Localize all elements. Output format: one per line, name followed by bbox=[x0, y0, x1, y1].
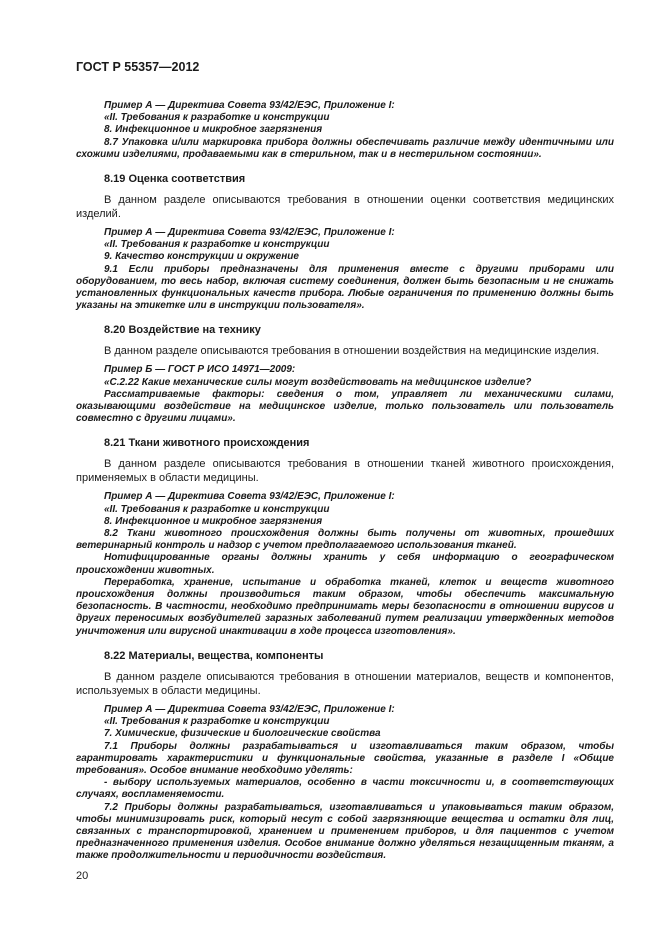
section-8-19 bbox=[76, 173, 614, 312]
section-body: В данном разделе описываются требования в отношении материалов, веществ и компонентов, используемых в области медицины. bbox=[76, 670, 614, 697]
section-title: 8.22 Материалы, вещества, компоненты bbox=[104, 649, 324, 662]
example-line: - выбору используемых материалов, особенно в части токсичности и, в соответствующих случаях, воспламеняемости. bbox=[76, 777, 614, 801]
example-line: «II. Требования к разработке и конструкции bbox=[104, 503, 330, 515]
example-line: 8. Инфекционное и микробное загрязнения bbox=[104, 124, 323, 136]
example-line: «II. Требования к разработке и конструкции bbox=[104, 716, 330, 728]
example-line: Пример А — Директива Совета 93/42/ЕЭС, Приложение I: bbox=[104, 227, 395, 239]
section-8-22 bbox=[76, 650, 614, 863]
example-block bbox=[76, 364, 614, 425]
example-line: Переработка, хранение, испытание и обработка тканей, клеток и веществ животного происхождения должны производиться таким образом, чтобы обеспечить максимальную безопасность. В частности, необходимо предпринимать меры безопасности в отношении вирусов и других переносимых возбудителей заразных заболеваний путем реализации утвержденных методов уничтожения или вирусной инактивации в ходе процесса изготовления». bbox=[76, 576, 614, 637]
example-line: «II. Требования к разработке и конструкции bbox=[104, 112, 330, 124]
section-8-21 bbox=[76, 437, 614, 637]
example-line: Пример А — Директива Совета 93/42/ЕЭС, Приложение I: bbox=[104, 491, 395, 503]
example-line: 7.1 Приборы должны разрабатываться и изготавливаться таким образом, чтобы гарантировать характеристики и функциональные свойства, указанные в разделе I «Общие требования». Особое внимание необходимо уделять: bbox=[76, 740, 614, 776]
page-number: 20 bbox=[76, 870, 89, 882]
example-line: 9.1 Если приборы предназначены для применения вместе с другими приборами или оборудованием, то весь набор, включая систему соединения, должен быть безопасным и не снижать установленных функциональных качеств прибора. Любые ограничения по применению должны быть указаны на этикетке или в инструкции пользователя». bbox=[76, 263, 614, 312]
example-line: 8.2 Ткани животного происхождения должны быть получены от животных, прошедших ветеринарный контроль и надзор с учетом предполагаемого использования тканей. bbox=[76, 528, 614, 552]
example-block bbox=[76, 227, 614, 312]
page-header: ГОСТ Р 55357—2012 bbox=[76, 60, 200, 74]
example-line: Пример А — Директива Совета 93/42/ЕЭС, Приложение I: bbox=[104, 703, 395, 715]
example-line: 8. Инфекционное и микробное загрязнения bbox=[104, 515, 323, 527]
section-8-20 bbox=[76, 324, 614, 425]
section-body: В данном разделе описываются требования в отношении тканей животного происхождения, применяемых в области медицины. bbox=[76, 458, 614, 485]
example-block bbox=[76, 491, 614, 637]
section-body: В данном разделе описываются требования в отношении воздействия на медицинские изделия. bbox=[104, 345, 600, 358]
example-line: Рассматриваемые факторы: сведения о том, управляет ли механическими силами, оказывающими воздействие на медицинское изделие, только пользователь или пользователь совместно с другими лицами». bbox=[76, 388, 614, 425]
example-line: 7. Химические, физические и биологические свойства bbox=[104, 728, 381, 740]
example-line: Пример Б — ГОСТ Р ИСО 14971—2009: bbox=[104, 364, 296, 376]
example-line: 8.7 Упаковка и/или маркировка прибора должны обеспечивать различие между идентичными или схожими изделиями, продаваемыми как в стерильном, так и в нестерильном состоянии». bbox=[76, 136, 614, 160]
section-body: В данном разделе описываются требования в отношении оценки соответствия медицинских изделий. bbox=[76, 194, 614, 221]
example-line: «II. Требования к разработке и конструкции bbox=[104, 239, 330, 251]
example-line: «С.2.22 Какие механические силы могут воздействовать на медицинское изделие? bbox=[104, 376, 532, 388]
example-line: Нотифицированные органы должны хранить у себя информацию о географическом происхождении животных. bbox=[76, 552, 614, 576]
section-title: 8.20 Воздействие на технику bbox=[104, 324, 261, 337]
section-title: 8.21 Ткани животного происхождения bbox=[104, 437, 310, 450]
example-line: 9. Качество конструкции и окружение bbox=[104, 251, 299, 263]
example-line: Пример А — Директива Совета 93/42/ЕЭС, Приложение I: bbox=[104, 100, 395, 111]
section-title: 8.19 Оценка соответствия bbox=[104, 173, 246, 186]
top-example-block bbox=[76, 100, 614, 161]
example-line: 7.2 Приборы должны разрабатываться, изготавливаться и упаковываться таким образом, чтобы минимизировать риск, который несут с собой загрязняющие вещества и остатки для лиц, связанных с транспортировкой, хранением и применением приборов, и для пациентов с учетом предназначенного применения изделия. Особое внимание должно уделяться незащищенным тканям, а также продолжительности и периодичности воздействия. bbox=[76, 801, 614, 862]
example-block bbox=[76, 704, 614, 863]
document-page bbox=[76, 60, 614, 872]
